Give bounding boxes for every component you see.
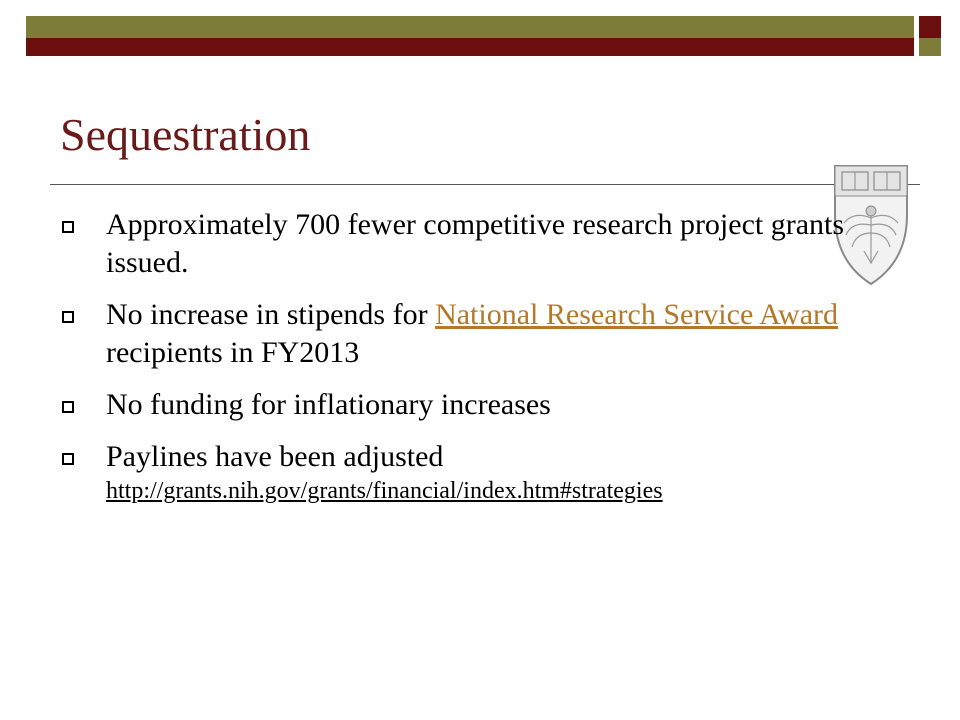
bullet-text-before-link: No increase in stipends for [106,298,436,331]
bullet-text: Paylines have been adjusted [106,440,444,473]
bullet-text: Approximately 700 fewer competitive research project grants issued. [106,208,845,279]
header-olive-band [26,16,914,38]
hollow-square-icon [62,311,74,323]
bullet-text-after-link: recipients in FY2013 [106,336,360,369]
bullet-text: No funding for inflationary increases [106,388,551,421]
corner-olive-square [919,38,941,56]
bullet-item-stipends [60,296,860,372]
header-maroon-band [26,38,914,56]
hollow-square-icon [62,453,74,465]
header-bars [0,0,960,60]
hollow-square-icon [62,401,74,413]
bullet-item-inflation [60,386,860,424]
title-divider [50,184,920,185]
bullet-list [60,206,860,520]
strategies-url-link[interactable]: http://grants.nih.gov/grants/financial/index.htm#strategies [106,478,663,504]
hollow-square-icon [62,221,74,233]
corner-maroon-square [919,16,941,38]
slide-title: Sequestration [60,109,311,160]
bullet-item-grants [60,206,860,282]
nrsa-link[interactable]: National Research Service Award [435,298,838,331]
bullet-item-paylines [60,438,860,506]
